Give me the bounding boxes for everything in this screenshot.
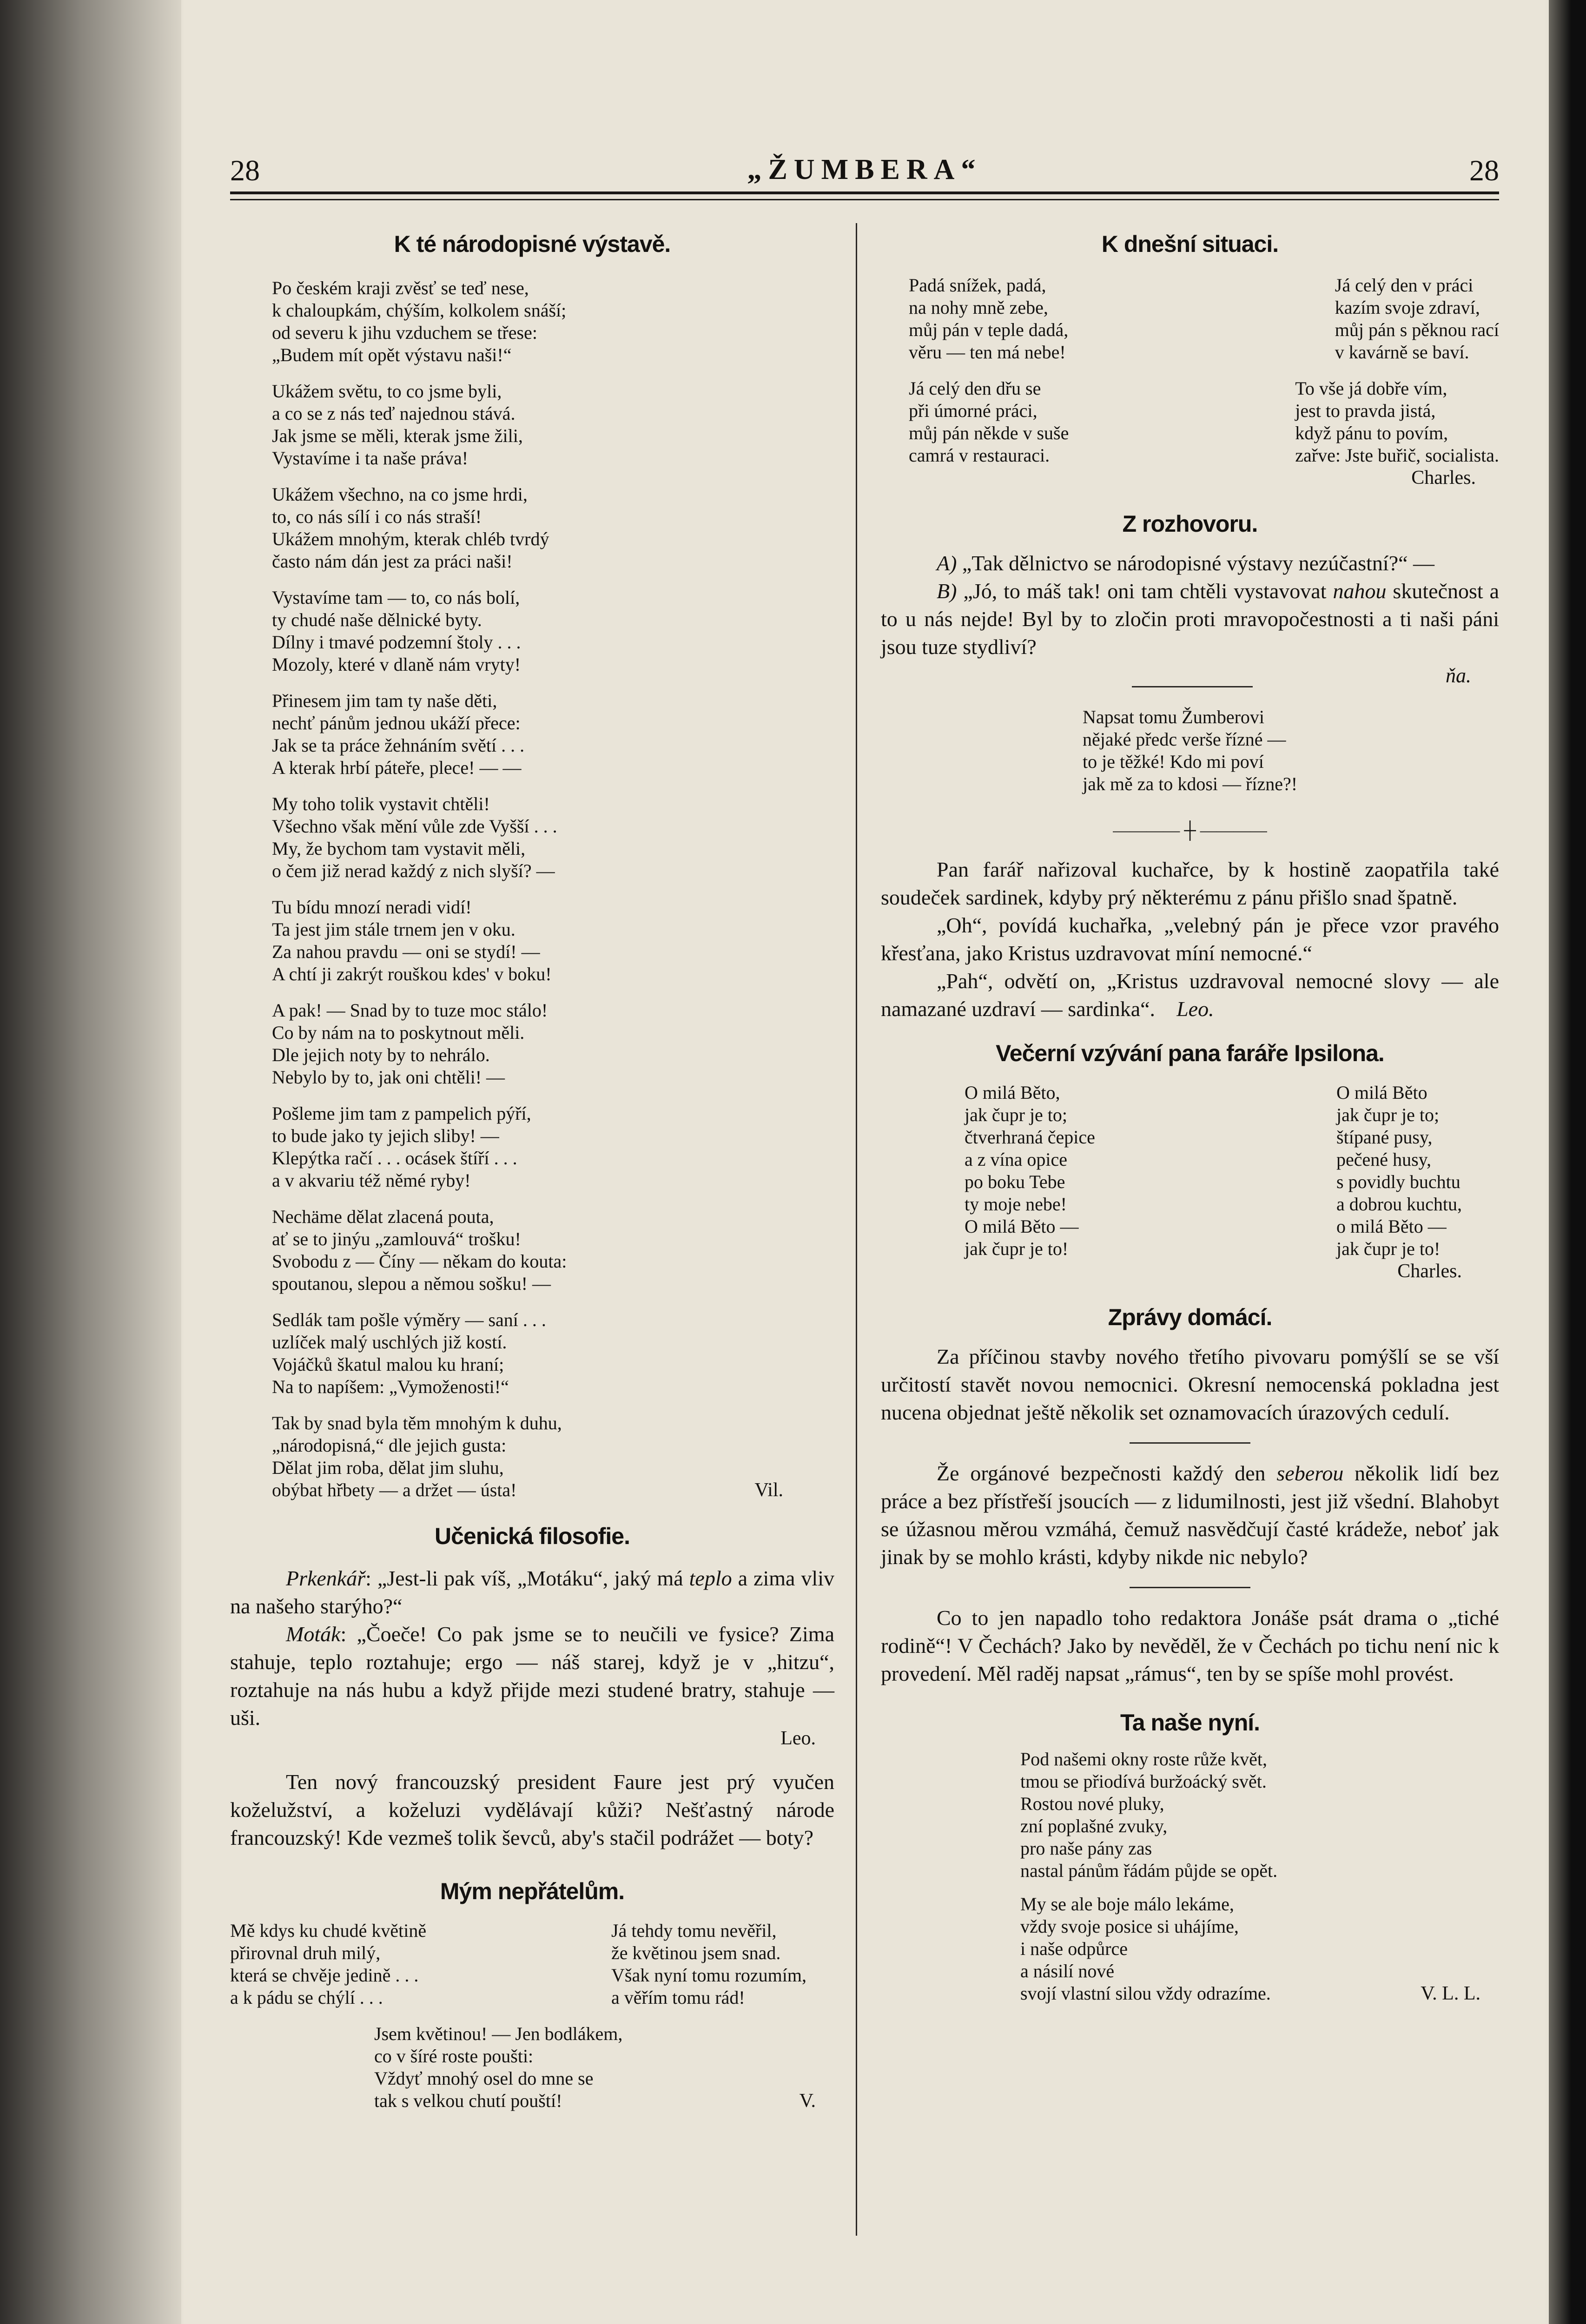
poem-body	[272, 277, 834, 1501]
divider-line	[1130, 1442, 1250, 1444]
poem-two-columns	[881, 274, 1499, 363]
poem-stanza: Tak by snad byla těm mnohým k duhu, „národopisná,“ dle jejich gusta: Dělat jim roba, dělat jim sluhu, obýbat hřbety — a držet — ústa!	[272, 1413, 562, 1500]
section-title: Večerní vzývání pana faráře Ipsilona.	[996, 1040, 1384, 1066]
section-title: Učenická filosofie.	[434, 1523, 630, 1549]
signature-row	[881, 664, 1499, 687]
column-divider	[856, 223, 857, 2236]
paragraph: Že orgánové bezpečnosti každý den seberou několik lidí bez práce a bez přístřeší jsoucích — z lidumilnosti, jest již všední. Blahobyt se úžasnou měrou vzmáhá, čemuž nasvědčují časté krádeže, neboť jak jinak by se mohlo krásti, kdyby nikde nic nebylo?	[881, 1461, 1500, 1569]
ornament-divider: ———— ┼ ————	[1113, 821, 1267, 839]
poem-stanza: Přinesem jim tam ty naše děti, nechť pánům jednou ukáží přece: Jak se ta práce žehnáním světí . . . A kterak hrbí páteře, plece! — —	[272, 690, 525, 778]
poem-signature: V.	[799, 2090, 816, 2112]
poem-signature: V. L. L.	[1421, 1983, 1480, 2004]
poem-stanza: Mě kdys ku chudé květině přirovnal druh milý, která se chvěje jedině . . . a k pádu se chýlí . . .	[230, 1920, 427, 2008]
masthead-title: „ŽUMBERA“	[747, 154, 982, 185]
poem-title: K té národopisné výstavě.	[394, 231, 671, 257]
conversation	[881, 549, 1499, 795]
scan-margin-right	[1549, 0, 1586, 2324]
poem-stanza: A pak! — Snad by to tuze moc stálo! Co by nám na to poskytnout měli. Dle jejich noty by to nehrálo. Nebylo by to, jak oni chtěli! —	[272, 1000, 548, 1088]
section-title: Mým nepřátelům.	[440, 1878, 625, 1904]
left-column	[230, 223, 834, 2112]
poem-stanza: To vše já dobře vím, jest to pravda jistá, když pánu to povím, zařve: Jste buřič, socialista.	[1295, 378, 1499, 466]
section-title: Zprávy domácí.	[1108, 1304, 1272, 1330]
dialogue	[230, 1565, 834, 1750]
divider-line	[1132, 686, 1253, 687]
signature: Leo.	[1176, 997, 1214, 1021]
paragraph: „Oh“, povídá kuchařka, „velebný pán je přece vzor pravého křesťana, jako Kristus uzdravovat míní nemocné.“	[881, 913, 1499, 965]
paragraph: Pan farář nařizoval kuchařce, by k hostině zaopatřila také soudeček sardinek, kdyby prý některému z pánu přišlo snad špatně.	[881, 858, 1499, 909]
poem-stanza: Ukážem světu, to co jsme byli, a co se z nás teď najednou stává. Jak jsme se měli, kterak jsme žili, Vystavíme i ta naše práva!	[272, 381, 523, 469]
poem-last-stanza-row	[1020, 1893, 1480, 2005]
scan-margin-left	[0, 0, 181, 2324]
header-rule-thin	[230, 199, 1499, 200]
poem-stanza: Padá snížek, padá, na nohy mně zebe, můj pán v teple dadá, věru — ten má nebe!	[909, 275, 1069, 363]
article-faure: Ten nový francouzský president Faure jest prý vyučen koželužství, a koželuzi vydělávají kůži? Nešťastný národe francouzský! Kde vezmeš tolik ševců, aby's stačil podrážet — boty?	[230, 1770, 834, 1849]
poem-stanza: Já tehdy tomu nevěřil, že květinou jsem snad. Však nyní tomu rozumím, a věřím tomu rád!	[611, 1920, 806, 2008]
header-rule	[230, 191, 1499, 194]
paragraph: Za příčinou stavby nového třetího pivovaru pomýšlí se se vší určitostí stavět novou nemocnici. Okresní nemocenská pokladna jest nucena objednat ještě několik set oznamovacích úrazových cedulí.	[881, 1345, 1499, 1424]
poem-signature: Vil.	[754, 1479, 783, 1501]
dialogue-line: A) „Tak dělnictvo se národopisné výstavy nezúčastní?“ —	[937, 551, 1435, 575]
section-title: Z rozhovoru.	[1122, 511, 1258, 537]
paragraph: „Pah“, odvětí on, „Kristus uzdravoval nemocné slovy — ale namazané uzdraví — sardinka“. Leo.	[881, 969, 1499, 1021]
right-column	[881, 223, 1499, 2005]
page-header	[230, 153, 1499, 195]
article-sardines	[881, 856, 1499, 1023]
poem-stanza: Nechäme dělat zlacená pouta, ať se to jinýu „zamlouvá“ trošku! Svobodu z — Číny — někam do kouta: spoutanou, slepou a němou sošku! —	[272, 1206, 567, 1294]
signature: ňa.	[1446, 664, 1471, 687]
poem-two-columns	[881, 1082, 1499, 1260]
poem-stanza: Ukážem všechno, na co jsme hrdi, to, co nás sílí i co nás straší! Ukážem mnohým, kterak chléb tvrdý často nám dán jest za práci naši!	[272, 484, 549, 572]
divider-line	[1130, 1587, 1250, 1588]
poem-two-columns	[881, 377, 1499, 467]
poem-two-columns	[230, 1920, 834, 2009]
section-title: Ta naše nyní.	[1120, 1710, 1260, 1736]
poem-stanza: Jsem květinou! — Jen bodlákem, co v šíré roste poušti: Vždyť mnohý osel do mne se tak s velkou chutí pouští!	[374, 2023, 623, 2111]
poem-stanza: Sedlák tam pošle výměry — saní . . . uzlíček malý uschlých již kostí. Vojáčků škatul malou ku hraní; Na to napíšem: „Vymoženosti!“	[272, 1309, 546, 1397]
page-number-right: 28	[1469, 154, 1499, 187]
poem-stanza: Tu bídu mnozí neradi vidí! Ta jest jim stále trnem jen v oku. Za nahou pravdu — oni se stydí! — A chtí ji zakrýt rouškou kdes' v boku!	[272, 897, 552, 984]
poem-stanza: Po českém kraji zvěsť se teď nese, k chaloupkám, chýším, kolkolem snáší; od severu k jihu vzduchem se třese: „Budem mít opět výstavu naši!“	[272, 277, 567, 365]
poem-stanza: Vystavíme tam — to, co nás bolí, ty chudé naše dělnické byty. Dílny i tmavé podzemní štoly . . . Mozoly, které v dlaně nám vryty!	[272, 587, 521, 675]
dialogue-line: Prkenkář: „Jest-li pak víš, „Motáku“, jaký má teplo a zima vliv na našeho starýho?“	[230, 1566, 834, 1618]
poem-stanza: Pod našemi okny roste růže květ, tmou se přiodívá buržoácký svět. Rostou nové pluky, zní poplašné zvuky, pro naše pány zas nastal pánům řádám půjde se opět.	[1020, 1749, 1278, 1881]
section-title: K dnešní situaci.	[1101, 231, 1279, 257]
poem-stanza: Já celý den v práci kazím svoje zdraví, můj pán s pěknou rací v kavárně se baví.	[1335, 275, 1499, 363]
dialogue-line: B) „Jó, to máš tak! oni tam chtěli vystavovat nahou skutečnost a to u nás nejde! Byl by to zločin proti mravopočestnosti a ti naši páni jsou tuze stydliví?	[881, 579, 1499, 659]
signature: Charles.	[1411, 467, 1476, 489]
epigram: Napsat tomu Žumberovi nějaké předc verše řízné — to je těžké! Kdo mi poví jak mě za to kdosi — řízne?!	[1082, 706, 1298, 794]
poem-stanza: Já celý den dřu se při úmorné práci, můj pán někde v suše camrá v restauraci.	[909, 378, 1069, 466]
poem-last-stanza-row	[272, 1412, 783, 1501]
signature: Charles.	[1397, 1261, 1462, 1282]
poem-stanza: Pošleme jim tam z pampelich pýří, to bude jako ty jejich sliby! — Klepýtka račí . . . ocásek štíří . . . a v akvariu též němé ryby!	[272, 1103, 531, 1191]
page-number-left: 28	[230, 154, 260, 187]
poem-stanza: O milá Běto jak čupr je to; štípané pusy, pečené husy, s povidly buchtu a dobrou kuchtu, o milá Běto — jak čupr je to!	[1336, 1082, 1462, 1259]
poem-stanza: My toho tolik vystavit chtěli! Všechno však mění vůle zde Vyšší . . . My, že bychom tam vystavit měli, o čem již nerad každý z nich slyší? —	[272, 793, 557, 881]
poem-stanza: My se ale boje málo lekáme, vždy svoje posice si uhájíme, i naše odpůrce a násilí nové svojí vlastní silou vždy odrazíme.	[1020, 1894, 1271, 2004]
epigram-block	[881, 706, 1499, 795]
poem-last-stanza-row	[374, 2023, 816, 2112]
poem-stanza: O milá Běto, jak čupr je to; čtverhraná čepice a z vína opice po boku Tebe ty moje nebe! O milá Běto — jak čupr je to!	[965, 1082, 1095, 1259]
poem-body	[1020, 1748, 1499, 2005]
newspaper-page	[184, 0, 1546, 2324]
dialogue-line: Moták: „Čoeče! Co pak jsme se to neučili ve fysice? Zima stahuje, teplo roztahuje; ergo — náš starej, když je v „hitzu“, roztahuje na nás hubu a když přijde mezi studené bratry, stahuje — uši.	[230, 1622, 834, 1730]
paragraph: Co to jen napadlo toho redaktora Jonáše psát drama o „tiché rodině“! V Čechách? Jako by nevěděl, že v Čechách po tichu není nic k provedení. Měl raděj napsat „rámus“, ten by se spíše mohl provést.	[881, 1606, 1499, 1685]
news-section	[881, 1343, 1499, 1688]
signature: Leo.	[780, 1728, 816, 1749]
